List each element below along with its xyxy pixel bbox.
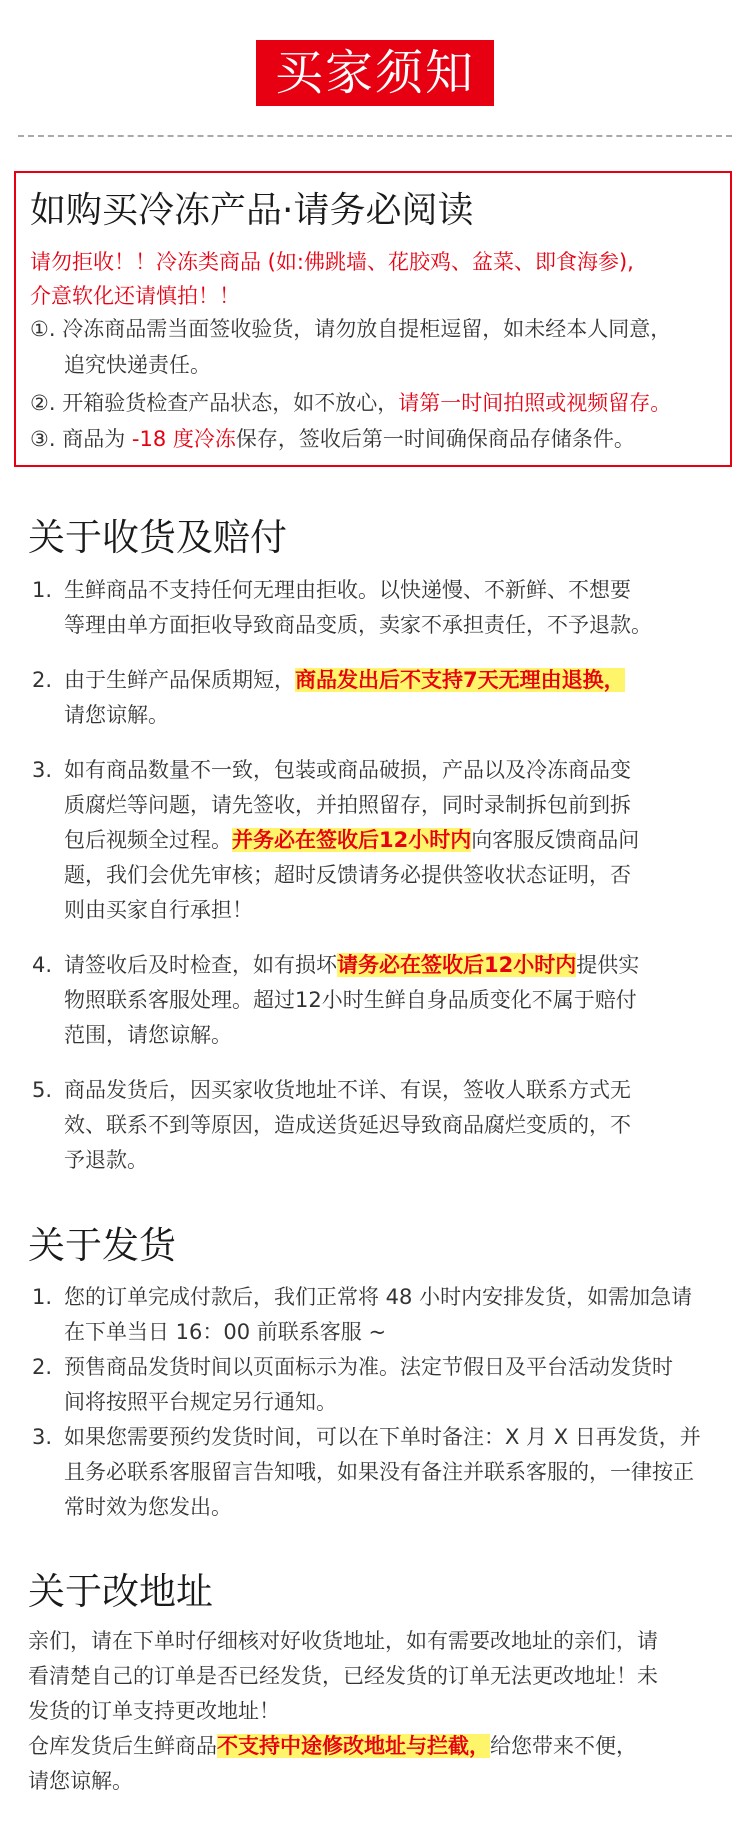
notice-item-2-text: 开箱验货检查产品状态，如不放心， (62, 391, 399, 415)
receiving-item-2-num: 2. (32, 668, 53, 692)
receiving-item-2-text: 由于生鲜产品保质期短， (64, 668, 295, 692)
receiving-item-2-highlight: 商品发出后不支持7天无理由退换， (295, 668, 625, 692)
notice-item-1-cont (30, 347, 211, 383)
shipping-item-3-line-2: 且务必联系客服留言告知哦，如果没有备注并联系客服的，一律按正 (64, 1460, 694, 1484)
notice-item-3-red: -18 度冷冻 (131, 427, 236, 451)
address-line-4a: 仓库发货后生鲜商品 (28, 1734, 217, 1758)
receiving-item-4-num: 4. (32, 953, 53, 977)
shipping-item-3-line-3: 常时效为您发出。 (64, 1495, 232, 1519)
shipping-item-2-line-2: 间将按照平台规定另行通知。 (64, 1390, 337, 1414)
notice-item-2 (30, 385, 671, 421)
receiving-item-5-num: 5. (32, 1078, 53, 1102)
receiving-item-3-line-5: 则由买家自行承担！ (64, 898, 253, 922)
page-banner-title: 买家须知 (256, 40, 494, 106)
notice-item-1-text: 冷冻商品需当面签收验货，请勿放自提柜逗留，如未经本人同意， (62, 317, 672, 341)
shipping-item-2-line-1: 预售商品发货时间以页面标示为准。法定节假日及平台活动发货时 (64, 1355, 673, 1379)
receiving-item-3-line-3a: 包后视频全过程。 (64, 828, 232, 852)
notice-title: 如购买冷冻产品·请务必阅读 (30, 190, 474, 231)
shipping-item-1 (28, 1280, 728, 1350)
receiving-item-4-line-1a: 请签收后及时检查，如有损坏 (64, 953, 337, 977)
shipping-item-3-line-1: 如果您需要预约发货时间，可以在下单时备注：X 月 X 日再发货，并 (64, 1425, 701, 1449)
receiving-item-4-line-1b: 提供实 (576, 953, 640, 977)
notice-item-1-num: ①. (30, 317, 56, 341)
section-title-receiving: 关于收货及赔付 (28, 516, 287, 559)
receiving-item-3-num: 3. (32, 758, 53, 782)
receiving-item-3-highlight: 并务必在签收后12小时内 (232, 828, 472, 852)
notice-warning-line-1: 请勿拒收！！冷冻类商品 (如:佛跳墙、花胶鸡、盆菜、即食海参), (30, 250, 634, 274)
section-title-shipping: 关于发货 (28, 1224, 176, 1267)
receiving-item-3-line-2: 质腐烂等问题，请先签收，并拍照留存，同时录制拆包前到拆 (64, 793, 631, 817)
receiving-item-4-line-3: 范围，请您谅解。 (64, 1023, 232, 1047)
notice-item-3-num: ③. (30, 427, 56, 451)
shipping-item-1-num: 1. (32, 1285, 53, 1309)
receiving-item-5-line-3: 予退款。 (64, 1148, 148, 1172)
receiving-item-1-line-1: 生鲜商品不支持任何无理由拒收。以快递慢、不新鲜、不想要 (64, 578, 631, 602)
address-line-5: 请您谅解。 (28, 1769, 133, 1793)
notice-item-3-text: 商品为 (62, 427, 126, 451)
notice-item-3 (30, 421, 635, 457)
shipping-item-1-line-1: 您的订单完成付款后，我们正常将 48 小时内安排发货，如需加急请 (64, 1285, 693, 1309)
notice-item-2-red: 请第一时间拍照或视频留存。 (398, 391, 672, 415)
frozen-notice-box (14, 171, 732, 467)
dashed-divider (18, 135, 732, 137)
receiving-item-1-num: 1. (32, 578, 53, 602)
notice-item-2-num: ②. (30, 391, 56, 415)
receiving-item-4-line-2: 物照联系客服处理。超过12小时生鲜自身品质变化不属于赔付 (64, 988, 637, 1012)
receiving-item-3 (28, 753, 728, 928)
receiving-item-4-highlight: 请务必在签收后12小时内 (337, 953, 577, 977)
shipping-item-2-num: 2. (32, 1355, 53, 1379)
shipping-item-1-line-2: 在下单当日 16：00 前联系客服 ~ (64, 1320, 387, 1344)
notice-item-1 (30, 311, 671, 347)
address-line-4b: 给您带来不便， (490, 1734, 637, 1758)
address-line-2: 看清楚自己的订单是否已经发货，已经发货的订单无法更改地址！未 (28, 1664, 658, 1688)
receiving-item-5 (28, 1073, 728, 1178)
receiving-item-3-line-1: 如有商品数量不一致，包装或商品破损，产品以及冷冻商品变 (64, 758, 631, 782)
shipping-item-2 (28, 1350, 728, 1420)
notice-warning-line-2: 介意软化还请慎拍！！ (30, 284, 240, 308)
receiving-item-3-line-4: 题，我们会优先审核；超时反馈请务必提供签收状态证明，否 (64, 863, 631, 887)
shipping-item-3 (28, 1420, 728, 1525)
shipping-item-3-num: 3. (32, 1425, 53, 1449)
receiving-item-2-line-2: 请您谅解。 (64, 703, 169, 727)
notice-item-3-text-b: 保存，签收后第一时间确保商品存储条件。 (235, 427, 635, 451)
receiving-item-1-line-2: 等理由单方面拒收导致商品变质，卖家不承担责任，不予退款。 (64, 613, 652, 637)
receiving-item-3-line-3b: 向客服反馈商品问 (471, 828, 640, 852)
address-paragraph (28, 1624, 728, 1799)
receiving-item-4 (28, 948, 728, 1053)
receiving-item-2 (28, 663, 728, 733)
address-line-3: 发货的订单支持更改地址！ (28, 1699, 280, 1723)
address-highlight: 不支持中途修改地址与拦截， (217, 1734, 490, 1758)
receiving-item-5-line-2: 效、联系不到等原因，造成送货延迟导致商品腐烂变质的，不 (64, 1113, 631, 1137)
notice-warning (30, 245, 720, 313)
receiving-item-5-line-1: 商品发货后，因买家收货地址不详、有误，签收人联系方式无 (64, 1078, 631, 1102)
section-title-address: 关于改地址 (28, 1570, 213, 1613)
address-line-1: 亲们，请在下单时仔细核对好收货地址，如有需要改地址的亲们，请 (28, 1629, 658, 1653)
receiving-item-1 (28, 573, 728, 643)
notice-item-1-text-cont: 追究快递责任。 (64, 353, 211, 377)
